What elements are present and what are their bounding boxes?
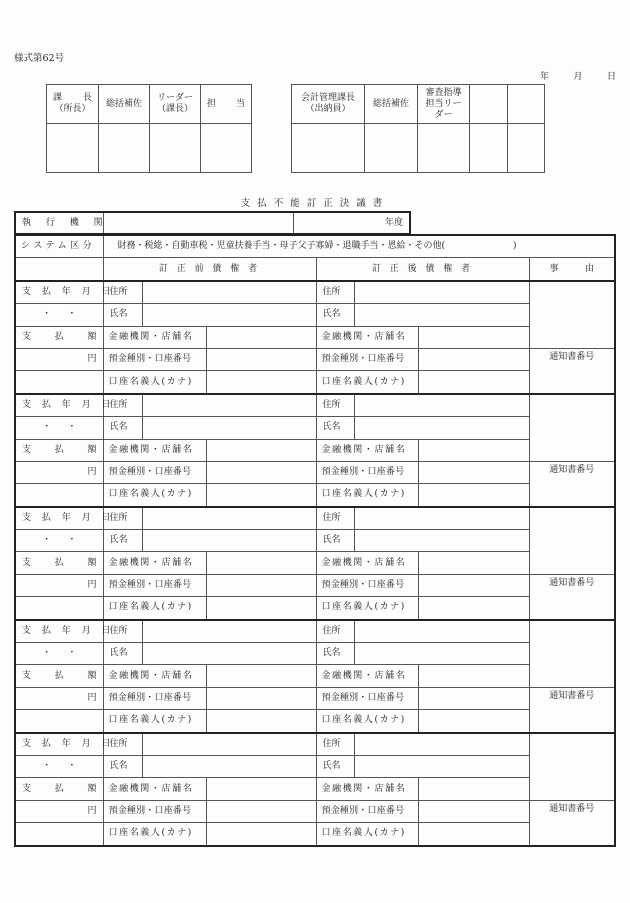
before-name-field[interactable] [142, 304, 316, 326]
before-holder-label: 口座名義人(カナ) [103, 371, 206, 394]
entry-row-account [15, 348, 615, 370]
payment-amount-field[interactable] [15, 800, 103, 822]
entry-row-name [15, 304, 615, 326]
after-holder-field[interactable] [418, 371, 529, 394]
stamp-box[interactable] [47, 124, 99, 173]
approval-header-accounting-chief: 会計管理課長 （出納員） [292, 85, 365, 124]
before-bank-field[interactable] [206, 326, 316, 348]
notice-number-field[interactable] [529, 687, 615, 732]
before-holder-label: 口座名義人(カナ) [103, 823, 206, 846]
before-bank-field[interactable] [206, 439, 316, 461]
before-account-field[interactable] [206, 348, 316, 370]
system-category-close: ) [513, 241, 517, 252]
after-bank-field[interactable] [418, 665, 529, 687]
entry-row-holder [15, 597, 615, 620]
payment-amount-label: 支 払 額 [15, 665, 103, 687]
entry-row-bank [15, 326, 615, 348]
after-account-label: 預金種別・口座番号 [316, 348, 418, 370]
blank-cell [15, 710, 103, 733]
before-holder-field[interactable] [206, 597, 316, 620]
before-bank-field[interactable] [206, 552, 316, 574]
before-account-field[interactable] [206, 687, 316, 709]
before-address-field[interactable] [142, 507, 316, 530]
after-holder-label: 口座名義人(カナ) [316, 484, 418, 507]
notice-number-label: 通知書番号 [549, 351, 595, 362]
notice-number-field[interactable] [529, 574, 615, 619]
after-account-field[interactable] [418, 687, 529, 709]
payment-date-label: 支 払 年 月 日 [15, 620, 103, 643]
stamp-box[interactable] [201, 124, 252, 173]
before-holder-label: 口座名義人(カナ) [103, 597, 206, 620]
after-address-field[interactable] [354, 507, 529, 530]
payment-amount-label: 支 払 額 [15, 552, 103, 574]
entry-row-name [15, 755, 615, 777]
stamp-box[interactable] [508, 124, 545, 173]
entry-row-address [15, 394, 615, 417]
after-name-label: 氏名 [316, 530, 354, 552]
after-bank-field[interactable] [418, 778, 529, 800]
blank-cell [15, 371, 103, 394]
payment-amount-label: 支 払 額 [15, 778, 103, 800]
payment-date-field[interactable]: ・ ・ [15, 643, 103, 665]
before-address-field[interactable] [142, 620, 316, 643]
after-bank-label: 金融機関・店舗名 [316, 552, 418, 574]
entry-row-name [15, 530, 615, 552]
stamp-box[interactable] [292, 124, 365, 173]
payment-amount-label: 支 払 額 [15, 439, 103, 461]
before-holder-field[interactable] [206, 710, 316, 733]
after-holder-label: 口座名義人(カナ) [316, 823, 418, 846]
after-account-label: 預金種別・口座番号 [316, 687, 418, 709]
before-bank-label: 金融機関・店舗名 [103, 665, 206, 687]
date-line [540, 69, 616, 82]
notice-number-field[interactable] [529, 800, 615, 845]
reason-field[interactable] [529, 394, 615, 462]
date-day: 日 [606, 72, 616, 82]
after-address-field[interactable] [354, 281, 529, 304]
after-account-field[interactable] [418, 461, 529, 483]
approval-header-blank [470, 85, 508, 124]
approval-header-blank [508, 85, 545, 124]
yen-label: 円 [87, 693, 97, 703]
before-account-field[interactable] [206, 574, 316, 596]
after-name-label: 氏名 [316, 304, 354, 326]
after-address-label: 住所 [316, 507, 354, 530]
before-name-field[interactable] [142, 643, 316, 665]
after-account-label: 預金種別・口座番号 [316, 800, 418, 822]
before-holder-field[interactable] [206, 484, 316, 507]
before-holder-label: 口座名義人(カナ) [103, 484, 206, 507]
entry-row-bank [15, 439, 615, 461]
after-bank-label: 金融機関・店舗名 [316, 778, 418, 800]
fiscal-year-field[interactable] [293, 212, 410, 234]
payment-amount-field[interactable] [15, 461, 103, 483]
payment-date-field[interactable]: ・ ・ [15, 417, 103, 439]
approval-header-section-chief: 課 長 （所長） [47, 85, 99, 124]
entry-row-address [15, 733, 615, 756]
after-account-field[interactable] [418, 574, 529, 596]
reason-field[interactable] [529, 620, 615, 688]
date-year: 年 [540, 72, 550, 82]
column-header-before: 訂 正 前 債 権 者 [103, 258, 316, 281]
after-holder-field[interactable] [418, 823, 529, 846]
notice-number-field[interactable] [529, 461, 615, 506]
after-holder-field[interactable] [418, 597, 529, 620]
entry-row-holder [15, 484, 615, 507]
before-bank-label: 金融機関・店舗名 [103, 326, 206, 348]
payment-date-label: 支 払 年 月 日 [15, 507, 103, 530]
after-name-field[interactable] [354, 417, 529, 439]
header-blank [15, 258, 103, 281]
system-category-label: システム区分 [15, 235, 103, 258]
before-name-field[interactable] [142, 417, 316, 439]
after-account-label: 預金種別・口座番号 [316, 574, 418, 596]
payment-amount-field[interactable] [15, 574, 103, 596]
before-bank-label: 金融機関・店舗名 [103, 778, 206, 800]
before-holder-field[interactable] [206, 823, 316, 846]
blank-cell [15, 597, 103, 620]
before-name-field[interactable] [142, 755, 316, 777]
system-category-options: 財務・税総・自動車税・児童扶養手当・母子父子寡婦・退職手当・恩給・その他( [117, 241, 446, 252]
approval-header-leader: リーダー （課長） [150, 85, 201, 124]
system-category-field[interactable] [103, 235, 615, 258]
executing-agency-label: 執 行 機 関 [15, 212, 103, 234]
approval-header-general-assistant: 総括補佐 [365, 85, 418, 124]
after-name-field[interactable] [354, 530, 529, 552]
after-holder-label: 口座名義人(カナ) [316, 371, 418, 394]
after-address-label: 住所 [316, 394, 354, 417]
before-account-label: 預金種別・口座番号 [103, 348, 206, 370]
blank-cell [15, 823, 103, 846]
before-holder-field[interactable] [206, 371, 316, 394]
before-bank-field[interactable] [206, 665, 316, 687]
after-bank-field[interactable] [418, 326, 529, 348]
yen-label: 円 [87, 467, 97, 478]
after-name-label: 氏名 [316, 643, 354, 665]
entry-row-account [15, 800, 615, 822]
after-bank-label: 金融機関・店舗名 [316, 326, 418, 348]
before-address-label: 住所 [103, 507, 142, 530]
before-name-label: 氏名 [103, 530, 142, 552]
after-bank-label: 金融機関・店舗名 [316, 439, 418, 461]
approval-table-left [46, 84, 252, 173]
after-account-field[interactable] [418, 348, 529, 370]
before-name-field[interactable] [142, 530, 316, 552]
before-address-field[interactable] [142, 394, 316, 417]
entry-row-bank [15, 665, 615, 687]
before-account-label: 預金種別・口座番号 [103, 800, 206, 822]
reason-field[interactable] [529, 733, 615, 801]
payment-amount-field[interactable] [15, 348, 103, 370]
before-name-label: 氏名 [103, 755, 142, 777]
entry-row-account [15, 574, 615, 596]
approval-header-audit-leader: 審査指導 担当リー ダー [418, 85, 470, 124]
before-bank-label: 金融機関・店舗名 [103, 552, 206, 574]
stamp-box[interactable] [418, 124, 470, 173]
before-account-label: 預金種別・口座番号 [103, 687, 206, 709]
before-bank-field[interactable] [206, 778, 316, 800]
notice-number-label: 通知書番号 [549, 464, 595, 475]
payment-date-label: 支 払 年 月 日 [15, 281, 103, 304]
before-holder-label: 口座名義人(カナ) [103, 710, 206, 733]
notice-number-label: 通知書番号 [549, 803, 595, 814]
after-account-field[interactable] [418, 800, 529, 822]
before-name-label: 氏名 [103, 643, 142, 665]
after-name-field[interactable] [354, 643, 529, 665]
before-name-label: 氏名 [103, 304, 142, 326]
column-header-after: 訂 正 後 債 権 者 [316, 258, 529, 281]
approval-header-general-assistant: 総括補佐 [99, 85, 150, 124]
payment-date-label: 支 払 年 月 日 [15, 733, 103, 756]
payment-date-field[interactable]: ・ ・ [15, 530, 103, 552]
after-address-label: 住所 [316, 620, 354, 643]
after-address-field[interactable] [354, 733, 529, 756]
after-bank-field[interactable] [418, 439, 529, 461]
after-address-label: 住所 [316, 281, 354, 304]
executing-agency-field[interactable] [103, 212, 293, 234]
notice-number-label: 通知書番号 [549, 577, 595, 588]
entry-row-address [15, 507, 615, 530]
after-name-field[interactable] [354, 304, 529, 326]
entry-row-account [15, 687, 615, 709]
notice-number-field[interactable] [529, 348, 615, 393]
column-header-reason: 事 由 [529, 258, 615, 281]
before-account-field[interactable] [206, 461, 316, 483]
stamp-box[interactable] [470, 124, 508, 173]
after-holder-field[interactable] [418, 484, 529, 507]
entry-row-bank [15, 778, 615, 800]
entry-row-address [15, 620, 615, 643]
after-name-label: 氏名 [316, 417, 354, 439]
after-name-field[interactable] [354, 755, 529, 777]
before-address-field[interactable] [142, 733, 316, 756]
yen-label: 円 [87, 354, 97, 365]
stamp-box[interactable] [365, 124, 418, 173]
before-account-label: 預金種別・口座番号 [103, 574, 206, 596]
entry-row-holder [15, 710, 615, 733]
approval-table-right [291, 84, 545, 173]
payment-date-label: 支 払 年 月 日 [15, 394, 103, 417]
entry-row-address [15, 281, 615, 304]
entry-row-name [15, 643, 615, 665]
notice-number-label: 通知書番号 [549, 690, 595, 701]
payment-date-field[interactable]: ・ ・ [15, 755, 103, 777]
after-bank-label: 金融機関・店舗名 [316, 665, 418, 687]
after-account-label: 預金種別・口座番号 [316, 461, 418, 483]
after-holder-label: 口座名義人(カナ) [316, 710, 418, 733]
payment-amount-field[interactable] [15, 687, 103, 709]
before-account-field[interactable] [206, 800, 316, 822]
yen-label: 円 [87, 805, 97, 816]
before-address-label: 住所 [103, 394, 142, 417]
payment-date-field[interactable]: ・ ・ [15, 304, 103, 326]
before-address-label: 住所 [103, 620, 142, 643]
before-account-label: 預金種別・口座番号 [103, 461, 206, 483]
entry-row-name [15, 417, 615, 439]
entry-row-account [15, 461, 615, 483]
after-address-field[interactable] [354, 394, 529, 417]
before-bank-label: 金融機関・店舗名 [103, 439, 206, 461]
correction-table [14, 234, 616, 847]
blank-cell [15, 484, 103, 507]
date-month: 月 [573, 72, 583, 82]
payment-amount-label: 支 払 額 [15, 326, 103, 348]
stamp-box[interactable] [150, 124, 201, 173]
fiscal-year-label: 年度 [384, 217, 403, 228]
before-name-label: 氏名 [103, 417, 142, 439]
stamp-box[interactable] [99, 124, 150, 173]
form-number: 様式第62号 [14, 53, 65, 64]
after-address-label: 住所 [316, 733, 354, 756]
approval-header-person-in-charge: 担 当 [201, 85, 252, 124]
after-name-label: 氏名 [316, 755, 354, 777]
agency-year-table [14, 211, 411, 235]
yen-label: 円 [87, 580, 97, 591]
entry-row-bank [15, 552, 615, 574]
before-address-field[interactable] [142, 281, 316, 304]
after-holder-label: 口座名義人(カナ) [316, 597, 418, 620]
reason-field[interactable] [529, 281, 615, 349]
after-bank-field[interactable] [418, 552, 529, 574]
reason-field[interactable] [529, 507, 615, 575]
entry-row-holder [15, 371, 615, 394]
before-address-label: 住所 [103, 281, 142, 304]
after-holder-field[interactable] [418, 710, 529, 733]
before-address-label: 住所 [103, 733, 142, 756]
entry-row-holder [15, 823, 615, 846]
after-address-field[interactable] [354, 620, 529, 643]
document-title: 支払不能訂正決議書 [240, 198, 390, 209]
